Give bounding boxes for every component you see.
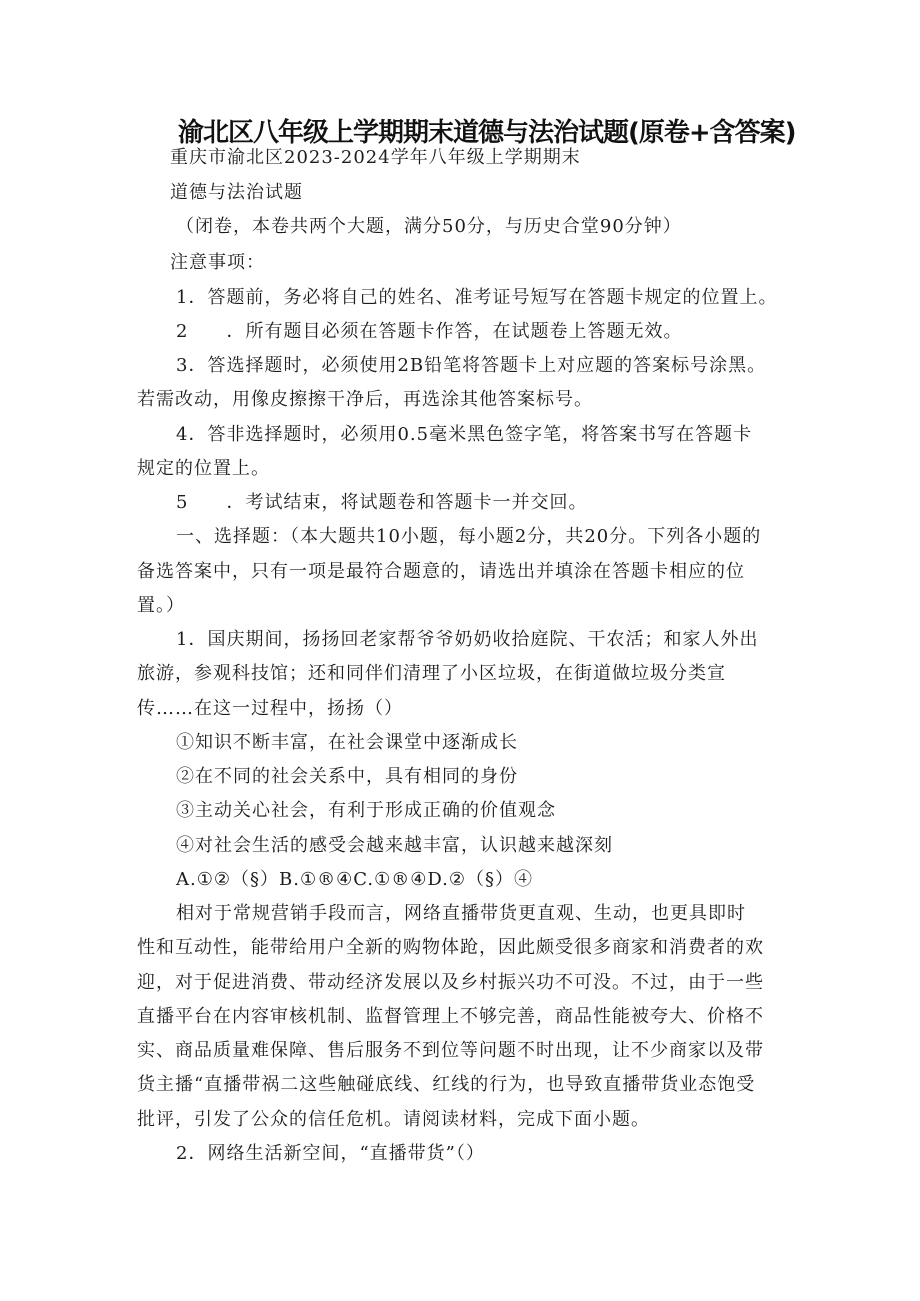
passage-line: 性和互动性，能带给用户全新的购物体跄，因此颇受很多商家和消费者的欢 bbox=[137, 937, 764, 958]
answer-choices: A.①②（§）B.①®④C.①®④D.②（§）④ bbox=[176, 869, 533, 890]
notice-item-continuation: 规定的位置上。 bbox=[137, 458, 270, 479]
question-stem: 1．国庆期间，扬扬回老家帮爷爷奶奶收拾庭院、干农活；和家人外出 bbox=[176, 629, 759, 650]
section-heading: 一、选择题：（本大题共10小题，每小题2分，共20分。下列各小题的 bbox=[176, 526, 762, 547]
subtitle-line: 重庆市渝北区2023-2024学年八年级上学期期末 bbox=[170, 147, 581, 168]
question-option: ③主动关心社会，有利于形成正确的价值观念 bbox=[176, 800, 556, 821]
document-title: 渝北区八年级上学期期末道德与法治试题(原卷+含答案) bbox=[178, 118, 796, 148]
exam-info-line: （闭卷，本卷共两个大题，满分50分，与历史合堂90分钟） bbox=[176, 216, 682, 237]
question-option: ②在不同的社会关系中，具有相同的身份 bbox=[176, 766, 518, 787]
question-stem: 2．网络生活新空间，“直播带货”（） bbox=[176, 1143, 485, 1164]
question-option: ④对社会生活的感受会越来越丰富，认识越来越深刻 bbox=[176, 835, 613, 856]
notice-item-continuation: 若需改动，用像皮擦擦干净后，再选涂其他答案标号。 bbox=[137, 389, 593, 410]
question-option: ①知识不断丰富，在社会课堂中逐渐成长 bbox=[176, 732, 518, 753]
notice-item: 3．答选择题时，必须使用2B铅笔将答题卡上对应题的答案标号涂黑。 bbox=[176, 355, 767, 376]
notice-heading: 注意事项： bbox=[170, 252, 265, 273]
notice-item: 1．答题前，务必将自己的姓名、准考证号短写在答题卡规定的位置上。 bbox=[176, 287, 778, 308]
section-text: 备选答案中，只有一项是最符合题意的，请选出并填涂在答题卡相应的位 bbox=[137, 561, 745, 582]
notice-item: 5 ．考试结束，将试题卷和答题卡一并交回。 bbox=[176, 492, 588, 513]
notice-item: 2 ．所有题目必须在答题卡作答，在试题卷上答题无效。 bbox=[176, 321, 683, 342]
passage-line: 批评，引发了公众的信任危机。请阅读材料，完成下面小题。 bbox=[137, 1109, 650, 1130]
passage-line: 货主播“直播带祸二这些触碰底线、红线的行为，也导致直播带货业态饱受 bbox=[137, 1074, 756, 1095]
question-stem: 旅游，参观科技馆；还和同伴们清理了小区垃圾，在街道做垃圾分类宣 bbox=[137, 663, 726, 684]
passage-line: 迎，对于促进消费、带动经济发展以及乡村振兴功不可没。不过，由于一些 bbox=[137, 972, 764, 993]
notice-item: 4．答非选择题时，必须用0.5毫米黑色签字笔，将答案书写在答题卡 bbox=[176, 424, 753, 445]
passage-line: 相对于常规营销手段而言，网络直播带货更直观、生动，也更具即时 bbox=[176, 903, 746, 924]
subject-line: 道德与法治试题 bbox=[170, 182, 303, 203]
question-stem: 传……在这一过程中，扬扬（） bbox=[137, 698, 403, 719]
section-text: 置。） bbox=[137, 595, 185, 616]
passage-line: 实、商品质量难保障、售后服务不到位等问题不时出现，让不少商家以及带 bbox=[137, 1040, 764, 1061]
passage-line: 直播平台在内容审核机制、监督管理上不够完善，商品性能被夸大、价格不 bbox=[137, 1006, 764, 1027]
